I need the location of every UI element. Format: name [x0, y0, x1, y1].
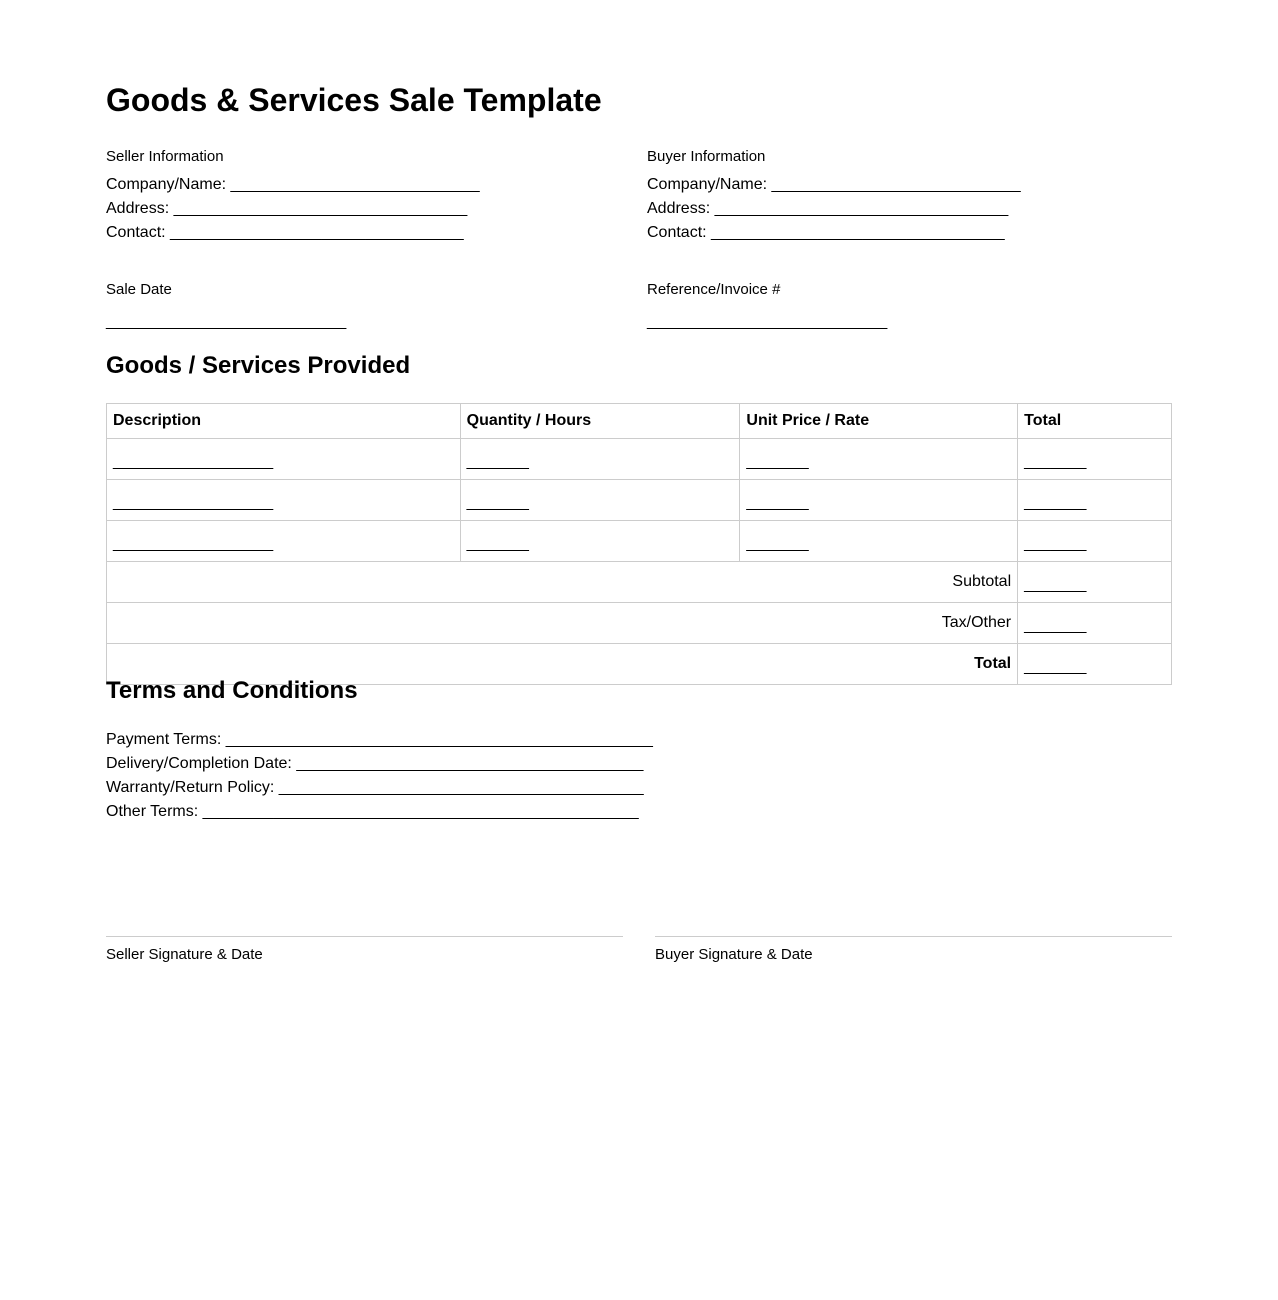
buyer-contact-blank[interactable]: _________________________________ — [711, 224, 1005, 241]
quantity-cell[interactable]: _______ — [460, 521, 740, 562]
seller-contact-label: Contact: — [106, 224, 166, 241]
sale-date-label: Sale Date — [106, 281, 172, 298]
line-total-cell[interactable]: _______ — [1018, 521, 1172, 562]
description-cell[interactable]: __________________ — [107, 439, 461, 480]
warranty-policy-field[interactable] — [106, 776, 653, 800]
quantity-cell[interactable]: _______ — [460, 480, 740, 521]
buyer-company-blank[interactable]: ____________________________ — [771, 176, 1021, 193]
buyer-address-blank[interactable]: _________________________________ — [714, 200, 1009, 217]
seller-company-field[interactable] — [106, 173, 606, 197]
payment-terms-label: Payment Terms: — [106, 731, 222, 748]
sale-date-blank[interactable]: ___________________________ — [106, 313, 347, 330]
table-header-row — [107, 404, 1172, 439]
unit-price-cell[interactable]: _______ — [740, 439, 1018, 480]
buyer-information-section — [647, 148, 1147, 245]
goods-services-heading: Goods / Services Provided — [106, 352, 411, 379]
column-header-unit-price: Unit Price / Rate — [740, 404, 1018, 439]
seller-signature-caption: Seller Signature & Date — [106, 946, 263, 963]
grand-total-value[interactable]: _______ — [1018, 644, 1172, 685]
terms-fields — [106, 728, 653, 824]
seller-signature-line[interactable] — [106, 936, 623, 937]
sale-date-section — [106, 281, 606, 332]
quantity-cell[interactable]: _______ — [460, 439, 740, 480]
other-terms-label: Other Terms: — [106, 803, 199, 820]
buyer-signature-line[interactable] — [655, 936, 1172, 937]
terms-conditions-heading: Terms and Conditions — [106, 677, 358, 704]
unit-price-cell[interactable]: _______ — [740, 480, 1018, 521]
reference-invoice-label: Reference/Invoice # — [647, 281, 781, 298]
seller-address-label: Address: — [106, 200, 170, 217]
line-total-cell[interactable]: _______ — [1018, 439, 1172, 480]
payment-terms-field[interactable] — [106, 728, 653, 752]
subtotal-value[interactable]: _______ — [1018, 562, 1172, 603]
buyer-company-field[interactable] — [647, 173, 1147, 197]
seller-address-field[interactable] — [106, 197, 606, 221]
table-row — [107, 480, 1172, 521]
seller-information-heading: Seller Information — [106, 148, 224, 165]
buyer-contact-field[interactable] — [647, 221, 1147, 245]
buyer-contact-label: Contact: — [647, 224, 707, 241]
tax-other-value[interactable]: _______ — [1018, 603, 1172, 644]
description-cell[interactable]: __________________ — [107, 480, 461, 521]
subtotal-label: Subtotal — [107, 562, 1018, 603]
buyer-information-heading: Buyer Information — [647, 148, 766, 165]
other-terms-field[interactable] — [106, 800, 653, 824]
seller-company-label: Company/Name: — [106, 176, 227, 193]
column-header-description: Description — [107, 404, 461, 439]
buyer-company-label: Company/Name: — [647, 176, 768, 193]
seller-company-blank[interactable]: ____________________________ — [230, 176, 480, 193]
buyer-address-label: Address: — [647, 200, 711, 217]
goods-services-table — [106, 403, 1172, 685]
grand-total-label: Total — [107, 644, 1018, 685]
delivery-date-label: Delivery/Completion Date: — [106, 755, 292, 772]
warranty-policy-label: Warranty/Return Policy: — [106, 779, 275, 796]
page-title: Goods & Services Sale Template — [106, 82, 602, 118]
seller-information-section — [106, 148, 606, 245]
buyer-signature-caption: Buyer Signature & Date — [655, 946, 813, 963]
description-cell[interactable]: __________________ — [107, 521, 461, 562]
seller-contact-field[interactable] — [106, 221, 606, 245]
seller-address-blank[interactable]: _________________________________ — [173, 200, 468, 217]
delivery-date-field[interactable] — [106, 752, 653, 776]
line-total-cell[interactable]: _______ — [1018, 480, 1172, 521]
column-header-total: Total — [1018, 404, 1172, 439]
subtotal-row — [107, 562, 1172, 603]
other-terms-blank[interactable]: _________________________________________________ — [202, 803, 639, 820]
unit-price-cell[interactable]: _______ — [740, 521, 1018, 562]
table-row — [107, 439, 1172, 480]
reference-invoice-blank[interactable]: ___________________________ — [647, 313, 888, 330]
tax-other-row — [107, 603, 1172, 644]
seller-contact-blank[interactable]: _________________________________ — [170, 224, 464, 241]
seller-signature-block — [106, 936, 623, 964]
reference-invoice-section — [647, 281, 1147, 332]
warranty-policy-blank[interactable]: _________________________________________ — [278, 779, 644, 796]
buyer-signature-block — [655, 936, 1172, 964]
delivery-date-blank[interactable]: _______________________________________ — [296, 755, 644, 772]
table-row — [107, 521, 1172, 562]
tax-other-label: Tax/Other — [107, 603, 1018, 644]
payment-terms-blank[interactable]: ________________________________________________ — [225, 731, 653, 748]
buyer-address-field[interactable] — [647, 197, 1147, 221]
column-header-quantity: Quantity / Hours — [460, 404, 740, 439]
